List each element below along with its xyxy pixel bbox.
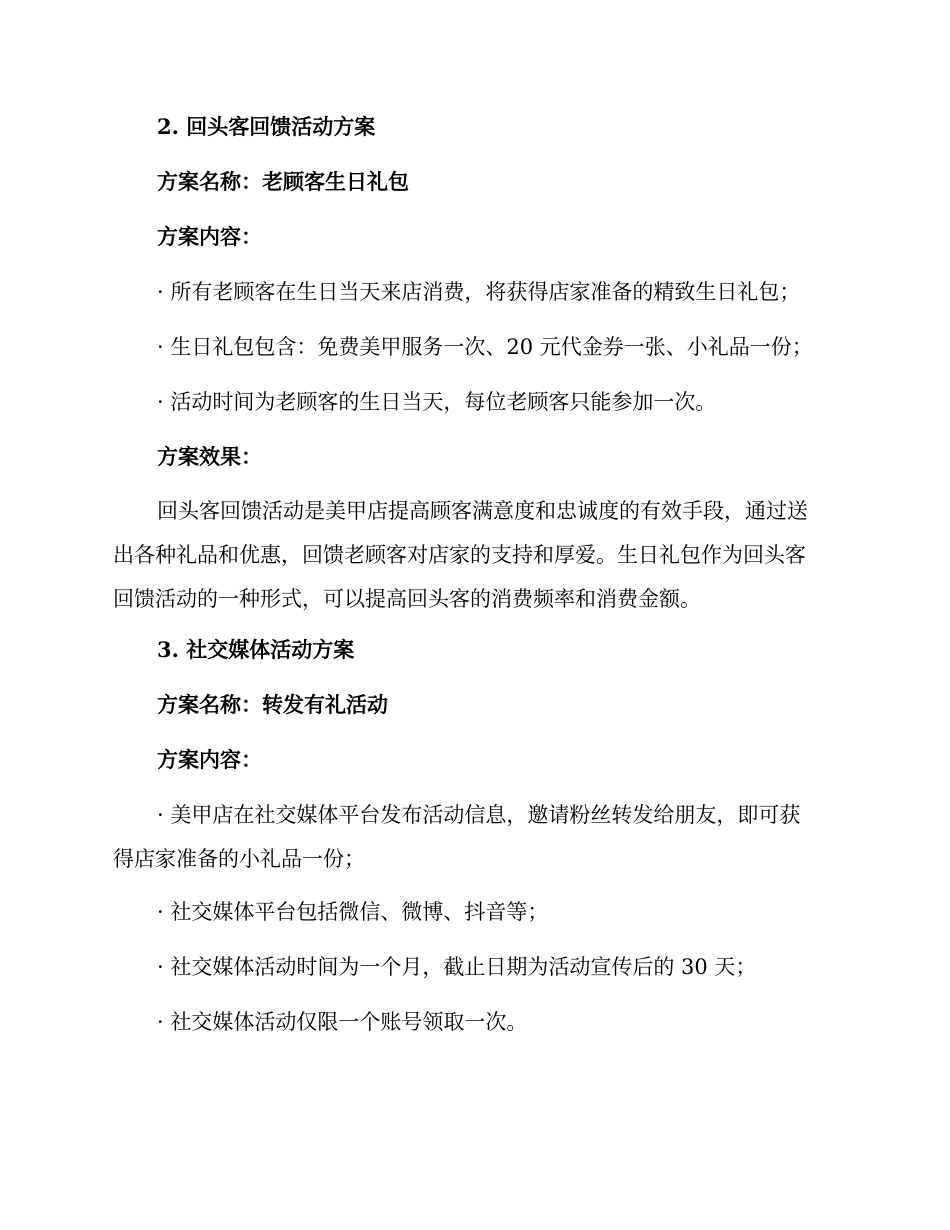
section-3-plan-name: 方案名称：转发有礼活动: [157, 692, 388, 717]
section-3-heading: 3. 社交媒体活动方案: [157, 637, 355, 662]
section-2-effect-line-3: 回馈活动的一种形式，可以提高回头客的消费频率和消费金额。: [113, 587, 701, 611]
section-3-bullet-4: · 社交媒体活动仅限一个账号领取一次。: [157, 1010, 528, 1034]
section-3-content-label: 方案内容：: [157, 747, 262, 772]
section-2-effect-label: 方案效果：: [157, 444, 262, 469]
section-3-bullet-3: · 社交媒体活动时间为一个月，截止日期为活动宣传后的 30 天；: [157, 955, 757, 979]
section-3-bullet-1-line-2: 得店家准备的小礼品一份；: [113, 847, 365, 871]
section-2-plan-name: 方案名称：老顾客生日礼包: [157, 169, 409, 194]
section-2-content-label: 方案内容：: [157, 224, 262, 249]
section-2-effect-line-2: 出各种礼品和优惠，回馈老顾客对店家的支持和厚爱。生日礼包作为回头客: [113, 543, 806, 567]
section-2-effect-line-1: 回头客回馈活动是美甲店提高顾客满意度和忠诚度的有效手段，通过送: [157, 499, 808, 523]
section-3-bullet-1-line-1: · 美甲店在社交媒体平台发布活动信息，邀请粉丝转发给朋友，即可获: [157, 803, 801, 827]
section-3-bullet-2: · 社交媒体平台包括微信、微博、抖音等；: [157, 900, 549, 924]
section-2-bullet-1: · 所有老顾客在生日当天来店消费，将获得店家准备的精致生日礼包；: [157, 280, 801, 304]
section-2-heading: 2. 回头客回馈活动方案: [157, 114, 376, 139]
section-2-bullet-2: · 生日礼包包含：免费美甲服务一次、20 元代金券一张、小礼品一份；: [157, 335, 813, 359]
section-2-bullet-3: · 活动时间为老顾客的生日当天，每位老顾客只能参加一次。: [157, 390, 717, 414]
